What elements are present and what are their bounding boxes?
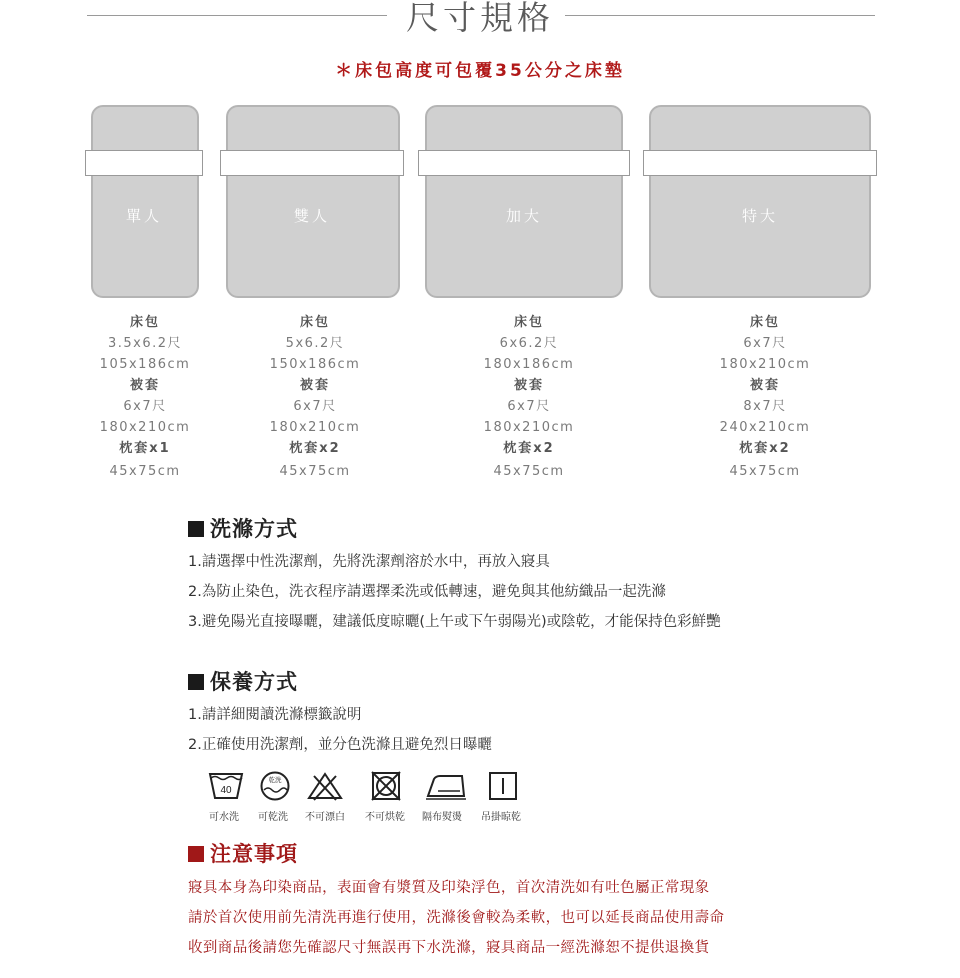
spec-label: 被套 <box>749 378 780 393</box>
spec-value: 45x75cm <box>729 464 801 479</box>
spec-value: 180x210cm <box>99 420 191 435</box>
spec-label: 枕套x2 <box>289 441 341 456</box>
spec-value: 105x186cm <box>99 357 191 372</box>
spec-value: 45x75cm <box>109 464 181 479</box>
spec-value: 3.5x6.2尺 <box>107 336 183 351</box>
wash-line-1: 1.請選擇中性洗潔劑，先將洗潔劑溶於水中，再放入寢具 <box>188 554 550 570</box>
spec-value: 180x210cm <box>483 420 575 435</box>
care-icon-label: 不可漂白 <box>305 812 345 823</box>
care-icon-label: 吊掛晾乾 <box>481 812 521 823</box>
pillow <box>530 118 606 154</box>
spec-value: 180x186cm <box>483 357 575 372</box>
dry-clean-icon <box>259 771 291 801</box>
spec-value: 180x210cm <box>269 420 361 435</box>
spec-label: 被套 <box>299 378 330 393</box>
spec-value: 45x75cm <box>279 464 351 479</box>
bed-diagram-double <box>220 105 404 298</box>
care-icon-label: 可水洗 <box>209 812 239 823</box>
pillow <box>677 118 753 154</box>
spec-column-queen <box>464 312 594 482</box>
spec-column-single <box>80 312 210 482</box>
fold-band <box>220 150 404 176</box>
spec-label: 床包 <box>513 315 544 330</box>
svg-text:乾洗: 乾洗 <box>268 776 282 784</box>
spec-label: 被套 <box>513 378 544 393</box>
wash-title-text: 洗滌方式 <box>210 517 298 541</box>
pillow <box>442 118 518 154</box>
bed-name: 加大 <box>505 207 542 225</box>
spec-label: 床包 <box>129 315 160 330</box>
bed-name: 特大 <box>741 207 778 225</box>
wash-section-title <box>188 513 298 543</box>
fold-band <box>85 150 203 176</box>
care-icon-label: 可乾洗 <box>258 812 288 823</box>
care-icon-label: 不可烘乾 <box>365 812 405 823</box>
line-dry-icon <box>487 771 519 801</box>
bed-name: 雙人 <box>293 207 330 225</box>
pillow <box>107 118 183 154</box>
spec-value: 6x7尺 <box>507 399 551 414</box>
notice-line-2: 請於首次使用前先清洗再進行使用，洗滌後會較為柔軟，也可以延長商品使用壽命 <box>188 910 725 926</box>
spec-value: 6x6.2尺 <box>499 336 559 351</box>
square-bullet-icon <box>188 846 204 862</box>
bed-name: 單人 <box>125 207 162 225</box>
spec-value: 240x210cm <box>719 420 811 435</box>
notice-line-3: 收到商品後請您先確認尺寸無誤再下水洗滌，寢具商品一經洗滌恕不提供退換貨 <box>188 940 710 956</box>
spec-label: 被套 <box>129 378 160 393</box>
notice-title-text: 注意事項 <box>210 842 298 866</box>
mattress-height-note: ＊床包高度可包覆35公分之床墊 <box>335 61 625 81</box>
care-line-2: 2.正確使用洗潔劑，並分色洗滌且避免烈日曝曬 <box>188 737 492 753</box>
spec-column-king <box>700 312 830 482</box>
wash-40-icon <box>208 771 244 801</box>
pillow <box>316 118 392 154</box>
care-section-title <box>188 666 298 696</box>
spec-label: 枕套x2 <box>739 441 791 456</box>
no-bleach-icon <box>306 771 344 801</box>
spec-label: 枕套x2 <box>503 441 555 456</box>
spec-label: 床包 <box>299 315 330 330</box>
page-title: 尺寸規格 <box>406 0 554 37</box>
svg-text:40: 40 <box>220 785 232 796</box>
notice-section-title <box>188 838 298 868</box>
spec-value: 45x75cm <box>493 464 565 479</box>
fold-band <box>643 150 877 176</box>
spec-label: 床包 <box>749 315 780 330</box>
spec-value: 6x7尺 <box>743 336 787 351</box>
fold-band <box>418 150 630 176</box>
square-bullet-icon <box>188 521 204 537</box>
spec-column-double <box>250 312 380 482</box>
no-tumble-dry-icon <box>370 771 402 801</box>
wash-line-3: 3.避免陽光直接曝曬，建議低度晾曬(上午或下午弱陽光)或陰乾，才能保持色彩鮮艷 <box>188 614 721 630</box>
pillow <box>238 118 314 154</box>
care-icon-label: 隔布熨燙 <box>422 812 462 823</box>
spec-value: 150x186cm <box>269 357 361 372</box>
bed-diagram-king <box>643 105 877 298</box>
spec-value: 180x210cm <box>719 357 811 372</box>
care-title-text: 保養方式 <box>210 670 298 694</box>
bed-diagram-single <box>85 105 203 298</box>
spec-label: 枕套x1 <box>119 441 171 456</box>
spec-value: 8x7尺 <box>743 399 787 414</box>
notice-line-1: 寢具本身為印染商品，表面會有漿質及印染浮色，首次清洗如有吐色屬正常現象 <box>188 880 710 896</box>
spec-value: 6x7尺 <box>123 399 167 414</box>
pillow <box>767 118 843 154</box>
spec-value: 6x7尺 <box>293 399 337 414</box>
spec-value: 5x6.2尺 <box>285 336 345 351</box>
square-bullet-icon <box>188 674 204 690</box>
care-line-1: 1.請詳細閱讀洗滌標籤說明 <box>188 707 362 723</box>
iron-with-cloth-icon <box>424 771 468 801</box>
bed-diagram-queen <box>418 105 630 298</box>
wash-line-2: 2.為防止染色，洗衣程序請選擇柔洗或低轉速，避免與其他紡織品一起洗滌 <box>188 584 666 600</box>
